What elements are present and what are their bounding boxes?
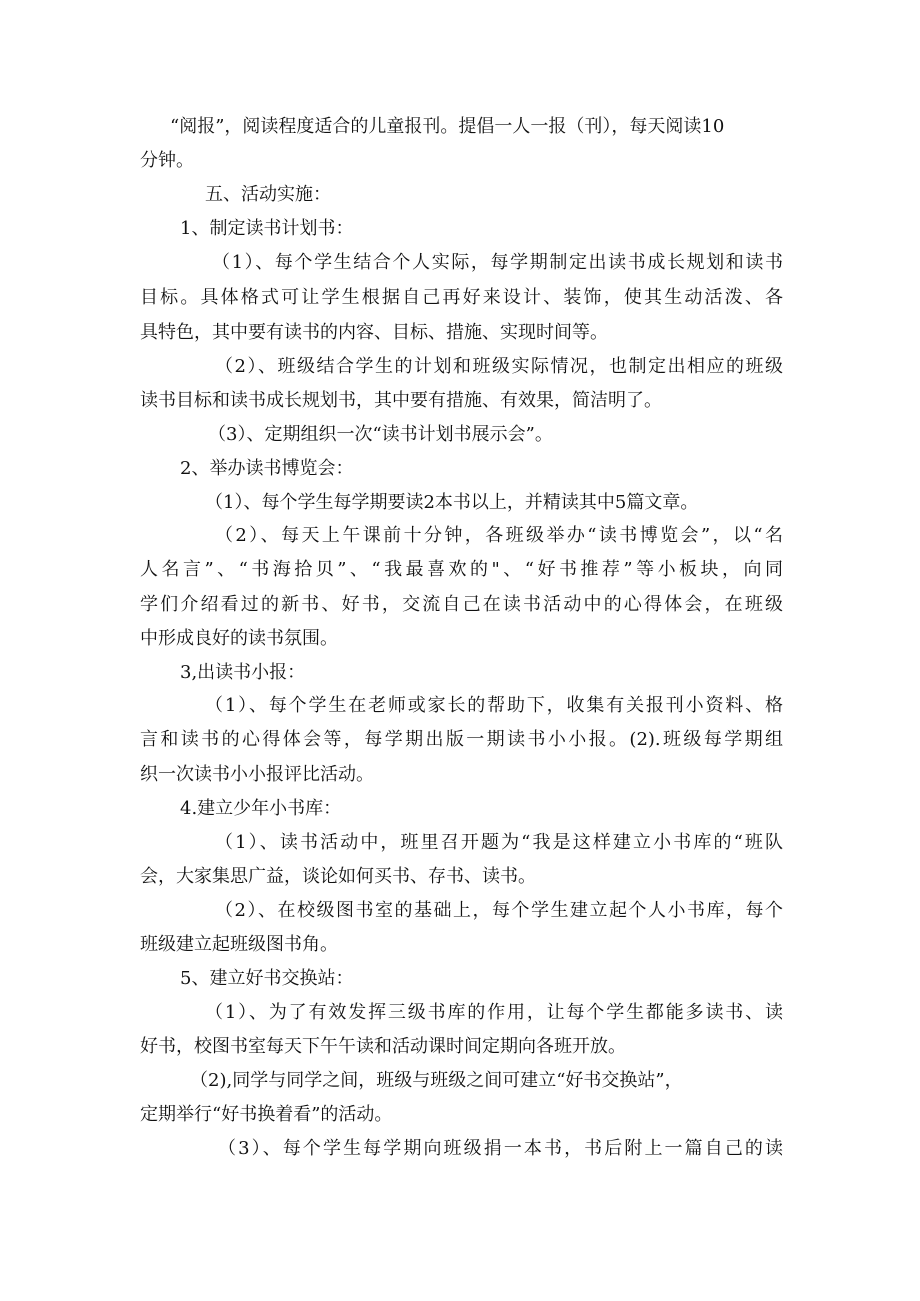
text-line: （1）、每个学生在老师或家长的帮助下，收集有关报刊小资料、格 <box>205 695 783 716</box>
text-line: （1）、每个学生每学期要读2本书以上，并精读其中5篇文章。 <box>205 492 699 513</box>
text-line: （1）、为了有效发挥三级书库的作用，让每个学生都能多读书、读 <box>205 1002 783 1023</box>
text-line: （2）、在校级图书室的基础上，每个学生建立起个人小书库，每个 <box>215 900 783 921</box>
subsection-heading: 5、建立好书交换站： <box>180 968 354 989</box>
text-line: 人名言”、“书海拾贝”、“我最喜欢的"、“好书推荐”等小板块，向同 <box>140 559 783 580</box>
text-line: “阅报”，阅读程度适合的儿童报刊。提倡一人一报（刊），每天阅读10 <box>170 116 725 137</box>
text-line: 学们介绍看过的新书、好书，交流自己在读书活动中的心得体会，在班级 <box>140 594 783 615</box>
text-line: （2),同学与同学之间，班级与班级之间可建立“好书交换站”， <box>190 1070 683 1091</box>
subsection-heading: 2、举办读书博览会： <box>180 458 354 479</box>
text-line: 织一次读书小小报评比活动。 <box>140 764 374 785</box>
text-line: 目标。具体格式可让学生根据自己再好来设计、装饰，使其生动活泼、各 <box>140 287 783 308</box>
text-line: （3）、定期组织一次“读书计划书展示会”。 <box>208 424 553 445</box>
text-line: （2）、每天上午课前十分钟，各班级举办“读书博览会”，以“名 <box>215 525 783 546</box>
section-heading: 五、活动实施： <box>205 184 331 205</box>
text-line: （2）、班级结合学生的计划和班级实际情况，也制定出相应的班级 <box>215 356 783 377</box>
text-line: （1）、读书活动中，班里召开题为“我是这样建立小书库的“班队 <box>215 832 783 853</box>
text-line: 定期举行“好书换着看”的活动。 <box>140 1104 393 1125</box>
text-line: 中形成良好的读书氛围。 <box>140 628 338 649</box>
text-line: 具特色，其中要有读书的内容、目标、措施、实现时间等。 <box>140 322 608 343</box>
subsection-heading: 3,出读书小报： <box>180 662 306 683</box>
text-line: 会，大家集思广益，谈论如何买书、存书、读书。 <box>140 866 536 887</box>
subsection-heading: 1、制定读书计划书： <box>180 218 354 239</box>
text-line: 言和读书的心得体会等，每学期出版一期读书小小报。(2).班级每学期组 <box>140 729 783 750</box>
text-line: 班级建立起班级图书角。 <box>140 934 338 955</box>
text-line: 读书目标和读书成长规划书，其中要有措施、有效果，简洁明了。 <box>140 390 662 411</box>
text-line: 好书，校图书室每天下午午读和活动课时间定期向各班开放。 <box>140 1036 626 1057</box>
text-line: （3）、每个学生每学期向班级捐一本书，书后附上一篇自己的读 <box>218 1138 783 1159</box>
subsection-heading: 4.建立少年小书库： <box>180 798 342 819</box>
text-line: （1）、每个学生结合个人实际，每学期制定出读书成长规划和读书 <box>212 252 783 273</box>
text-line: 分钟。 <box>140 150 194 171</box>
